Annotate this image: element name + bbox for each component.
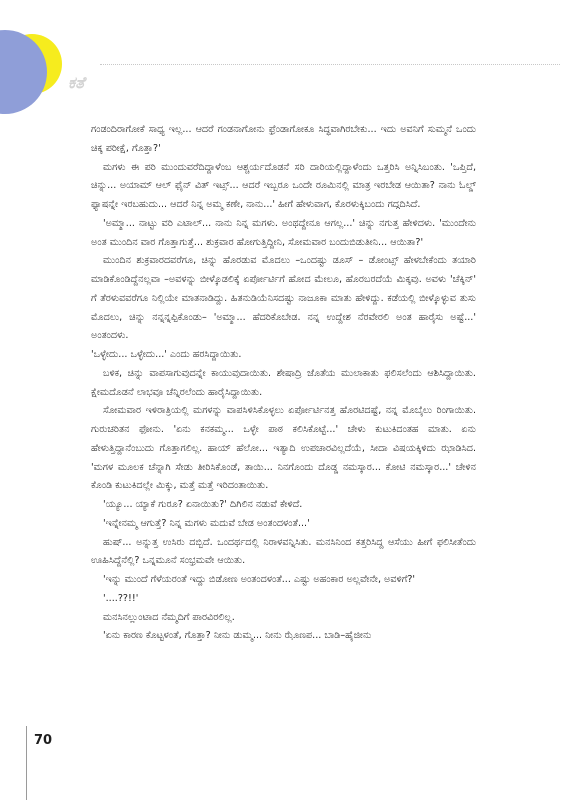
page-number: 70 bbox=[34, 733, 53, 748]
header-dotted-rule bbox=[100, 64, 560, 65]
body-paragraph: '....??!!' bbox=[103, 592, 139, 604]
body-paragraph: ಸೋಮವಾರ ಇಳಿರಾತ್ರಿಯಲ್ಲಿ ಮಗಳನ್ನು ವಾಪಸಿಳಿಸಿಕೊಳ್ಳಲು ಏರ್ಪೋರ್ಟಿನತ್ತ ಹೊರಟಿದಷ್ಟೆ, ನನ್ನ ಮೊಬೈಲು ರಿಂಗಾಯಿತು. ಗುರುಚರಿತನ ಫೋನು. 'ಏನು ಕನಕಮ್ಮ... ಒಳ್ಳೇ ಪಾಠ ಕಲಿಸಿಕೊಟ್ಟೆ...' ಚೇಳು ಕುಟುಕಿದಂತಹ ಮಾತು. ಏನು ಹೇಳುತ್ತಿದ್ದಾನೆಂಬುದು ಗೊತ್ತಾಗಲಿಲ್ಲ. ಹಾಯ್ ಹೆಲೋ... ಇತ್ಯಾದಿ ಉಪಚಾರವಿಲ್ಲದೆಯೆ, ಸೀದಾ ವಿಷಯಕ್ಕಿಳಿದು ಝಾಡಿಸಿದ. 'ಮಗಳ ಮೂಲಕ ಚೆನ್ನಾಗಿ ಸೇಡು ತೀರಿಸಿಕೊಂಡೆ, ತಾಯಿ... ನಿನಗೊಂದು ದೊಡ್ಡ ನಮಸ್ಕಾರ... ಕೋಟಿ ನಮಸ್ಕಾರ...' ಚೇಳಿನ ಕೊಂಡಿ ಕುಟುಕಿದಲ್ಲೇ ಮಿಕ್ಕು, ಮತ್ತೆ ಮತ್ತೆ ಇರಿದಂತಾಯಿತು. bbox=[91, 405, 476, 492]
body-paragraph: 'ಯ್ಯೂ... ಯ್ಯಾಕೆ ಗುರೂ? ಏನಾಯಿತು?' ದಿಗಿಲಿನ ನಡುವೆ ಕೇಳಿದೆ. bbox=[103, 499, 303, 510]
article-body bbox=[91, 121, 476, 646]
body-paragraph: ಬಳಿಕ, ಚಿನ್ನು ವಾಪಸಾಗುವುದನ್ನೇ ಕಾಯುವುದಾಯಿತು. ಶೇಷಾದ್ರಿ ಜೊತೆಯ ಮುಲಾಕಾತು ಫಲಿಸಲೆಂದು ಆಶಿಸಿದ್ದಾಯಿತು. ಕ್ಷೇಮದೊಡನೆ ಲಾಭವೂ ಚೆನ್ನಿರಲೆಂದು ಹಾರೈಸಿದ್ದಾಯಿತು. bbox=[91, 367, 476, 398]
body-paragraph: 'ಒಳ್ಳೇದು... ಒಳ್ಳೇದು...' ಎಂದು ಹರಸಿದ್ದಾಯಿತು. bbox=[91, 349, 242, 360]
body-paragraph: 'ಇನ್ನೇನಮ್ಮ ಆಗುತ್ತೆ? ನಿನ್ನ ಮಗಳು ಮದುವೆ ಬೇಡ ಅಂತಂದಳಂತೆ...' bbox=[103, 517, 310, 529]
body-paragraph: 'ಇನ್ನು ಮುಂದೆ ಗೆಳೆಯರಂತೆ ಇದ್ದು ಬಿಡೋಣ ಅಂತಂದಳಂತೆ... ಎಷ್ಟು ಅಹಂಕಾರ ಅಲ್ಲವೇನೇ, ಅವಳಿಗೆ?' bbox=[103, 574, 416, 585]
body-paragraph: ಮನಸಿನಲ್ಲುಂಟಾದ ನೆಮ್ಮದಿಗೆ ಪಾರವಿರಲಿಲ್ಲ. bbox=[103, 611, 235, 623]
body-paragraph: ಗಂಡಂದಿರಾಗೋಕೆ ಸಾಧ್ಯ ಇಲ್ಲ... ಆದರೆ ಗಂಡನಾಗೋನು ಫ್ರೆಂಡಾಗೋಕೂ ಸಿದ್ಧವಾಗಿರಬೇಕು... ಇದು ಅವನಿಗೆ ಸುಮ್ಮನೆ ಒಂದು ಚಿಕ್ಕ ಪರೀಕ್ಷೆ, ಗೊತ್ತಾ?' bbox=[91, 124, 476, 154]
body-paragraph: ಹುಷ್... ಅನ್ನುತ್ತ ಉಸಿರು ದಬ್ಬಿದೆ. ಒಂದರ್ಥದಲ್ಲಿ ನಿರಾಳವನ್ನಿಸಿತು. ಮನಸಿನಿಂದ ಕತ್ತರಿಸಿದ್ದ ಆಸೆಯು ಹೀಗೆ ಫಲಿಸೀತೆಂದು ಊಹಿಸಿದ್ದೆನೆಲ್ಲಿ? ಒನ್ನಮೂನೆ ಸಂಭ್ರಮವೇ ಆಯಿತು. bbox=[91, 536, 476, 567]
section-label: ಕತೆ bbox=[68, 73, 85, 92]
body-paragraph: ಮಗಳು ಈ ಪರಿ ಮುಂದುವರೆದಿದ್ದಾಳೆಂಬ ಆಶ್ಚರ್ಯದೊಡನೆ ಸರಿ ದಾರಿಯಲ್ಲಿದ್ದಾಳೆಂದು ಒತ್ತರಿಸಿ ಅನ್ನಿಸಿಬಂತು. 'ಒಪ್ತಿದೆ, ಚಿನ್ನು... ಅಯಾಮ್ ಆಲ್ ಫೈನ್ ವಿತ್ ಇಟ್ಸ್... ಆದರೆ ಇಬ್ಬರೂ ಒಂದೇ ರೂಮಿನಲ್ಲಿ ಮಾತ್ರ ಇರಬೇಡ ಆಯಿತಾ? ನಾನು ಓಲ್ಡ್ ಫ್ಯಾಷನ್ನೇ ಇರಬಹುದು... ಆದರೆ ನಿನ್ನ ಅಮ್ಮ ಕಣೇ, ನಾನು...' ಹೀಗೆ ಹೇಳುವಾಗ, ಕೊರಳುಕ್ಕಿಬಂದು ಗದ್ಗದಿಸಿದೆ. bbox=[91, 161, 476, 210]
body-paragraph: 'ಏನು ಕಾರಣ ಕೊಟ್ಟಳಂತೆ, ಗೊತ್ತಾ? ನೀನು ಡುಮ್ಮ... ನೀನು ಝೊಣಪ... ಬಾಡಿ–ಹೈಜೀನು bbox=[103, 630, 372, 642]
body-paragraph: ಮುಂದಿನ ಶುಕ್ರವಾರದವರೆಗೂ, ಚಿನ್ನು ಹೊರಡುವ ಮೊದಲು –ಒಂದಷ್ಟು ಡೂಸ್ – ಡೋಂಟ್ಸ್ ಹೇಳಬೇಕೆಂದು ತಯಾರಿ ಮಾಡಿಕೊಂಡಿದ್ದೆನಲ್ಲವಾ –ಅವಳನ್ನು ಬೀಳ್ಕೊಡಲಿಕ್ಕೆ ಏರ್ಪೋರ್ಟಿಗೆ ಹೋದ ಮೇಲೂ, ಹೊರಬರದೆಯೆ ಮಿಕ್ಕವು. ಅವಳು 'ಚೆಕ್ಕಿನ್' ಗೆ ತೆರಳುವವರೆಗೂ ನಿಲ್ಲಿಯೇ ಮಾತನಾಡಿದ್ದು. ಹಿತನುಡಿಯೆನಿಸದಷ್ಟು ನಾಜೂಕಾ ಮಾತು ಹೇಳಿದ್ದು. ಕಡೆಯಲ್ಲಿ ಬೀಳ್ಕೊಳ್ಳುವ ತುಸು ಮೊದಲು, ಚಿನ್ನು ನನ್ನನ್ನಪ್ಪಿಕೊಂಡು– 'ಅಮ್ಮಾ... ಹೆದರಿಕೊಬೇಡ. ನನ್ನ ಉದ್ದೇಶ ನೆರವೇರಲಿ ಅಂತ ಹಾರೈಸು ಅಷ್ಟೆ...' ಅಂತಂದಳು. bbox=[91, 255, 476, 342]
footer-vertical-rule bbox=[26, 726, 27, 800]
body-paragraph: 'ಅಮ್ಮಾ... ನಾಟ್ಟು ವರಿ ಎಟಾಲ್... ನಾನು ನಿನ್ನ ಮಗಳು. ಅಂಥದ್ದೇನೂ ಆಗಲ್ಲ...' ಚಿನ್ನು ನಗುತ್ತ ಹೇಳಿದಳು. 'ಮುಂದೇನು ಅಂತ ಮುಂದಿನ ವಾರ ಗೊತ್ತಾಗುತ್ತೆ... ಶುಕ್ರವಾರ ಹೋಗುತ್ತಿದ್ದೀನಿ, ಸೋಮವಾರ ಬಂದುಬಿಡುತೀನಿ... ಆಯಿತಾ?' bbox=[91, 217, 476, 248]
